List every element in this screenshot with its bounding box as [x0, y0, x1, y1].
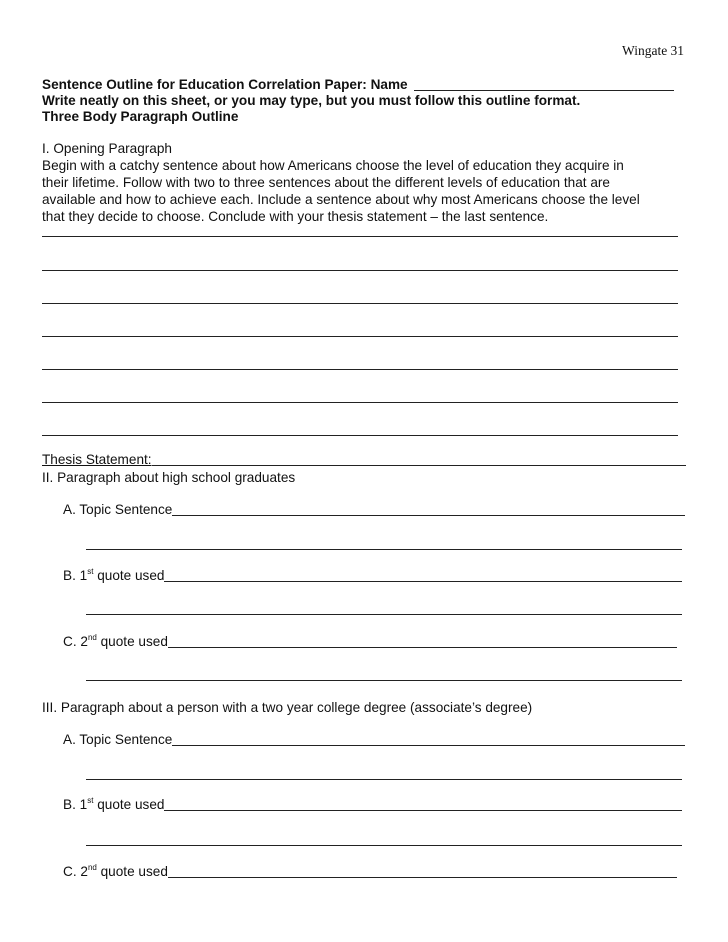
writing-line[interactable] — [86, 680, 682, 681]
instructions-line: Write neatly on this sheet, or you may type, but you must follow this outline format. — [42, 93, 581, 108]
topic-sentence-label: A. Topic Sentence — [63, 502, 173, 517]
page-number-label: Wingate 31 — [622, 43, 685, 58]
writing-line[interactable] — [42, 402, 678, 403]
instruction-line: available and how to achieve each. Include a sentence about why most Americans choose the level — [42, 192, 640, 207]
writing-line[interactable] — [42, 303, 678, 304]
section-1-heading: I. Opening Paragraph — [42, 141, 172, 156]
first-quote-label: B. 1st quote used — [63, 567, 165, 583]
instruction-line: their lifetime. Follow with two to three sentences about the different levels of education that are — [42, 175, 610, 190]
first-quote-blank[interactable] — [164, 798, 682, 811]
section-3-second-quote-row — [63, 864, 677, 880]
thesis-row — [42, 452, 686, 468]
section-1-instructions — [42, 157, 682, 225]
writing-line[interactable] — [86, 614, 682, 615]
topic-sentence-blank[interactable] — [172, 733, 685, 746]
second-quote-label: C. 2nd quote used — [63, 863, 168, 879]
writing-line[interactable] — [42, 435, 678, 436]
writing-line[interactable] — [42, 236, 678, 237]
writing-line[interactable] — [86, 549, 682, 550]
first-quote-blank[interactable] — [164, 569, 682, 582]
instruction-line: that they decide to choose. Conclude with your thesis statement – the last sentence. — [42, 209, 549, 224]
writing-line[interactable] — [42, 336, 678, 337]
section-2-topic-row — [63, 502, 685, 518]
second-quote-blank[interactable] — [168, 865, 677, 878]
writing-line[interactable] — [42, 270, 678, 271]
section-2-first-quote-row — [63, 568, 682, 584]
section-2-heading: II. Paragraph about high school graduates — [42, 470, 296, 485]
thesis-label: Thesis Statement: — [42, 452, 152, 467]
second-quote-blank[interactable] — [168, 635, 677, 648]
thesis-blank[interactable] — [152, 453, 686, 466]
title-line: Sentence Outline for Education Correlation Paper: Name — [42, 77, 408, 92]
writing-line[interactable] — [86, 779, 682, 780]
first-quote-label: B. 1st quote used — [63, 796, 165, 812]
topic-sentence-blank[interactable] — [172, 503, 685, 516]
instruction-line: Begin with a catchy sentence about how Americans choose the level of education they acquire in — [42, 158, 624, 173]
section-3-heading: III. Paragraph about a person with a two year college degree (associate’s degree) — [42, 700, 533, 715]
topic-sentence-label: A. Topic Sentence — [63, 732, 173, 747]
writing-line[interactable] — [86, 845, 682, 846]
title-name-row — [42, 77, 674, 93]
section-3-first-quote-row — [63, 797, 682, 813]
name-blank[interactable] — [414, 78, 674, 91]
outline-type-heading: Three Body Paragraph Outline — [42, 109, 239, 124]
second-quote-label: C. 2nd quote used — [63, 633, 168, 649]
section-3-topic-row — [63, 732, 685, 748]
section-2-second-quote-row — [63, 634, 677, 650]
writing-line[interactable] — [42, 369, 678, 370]
